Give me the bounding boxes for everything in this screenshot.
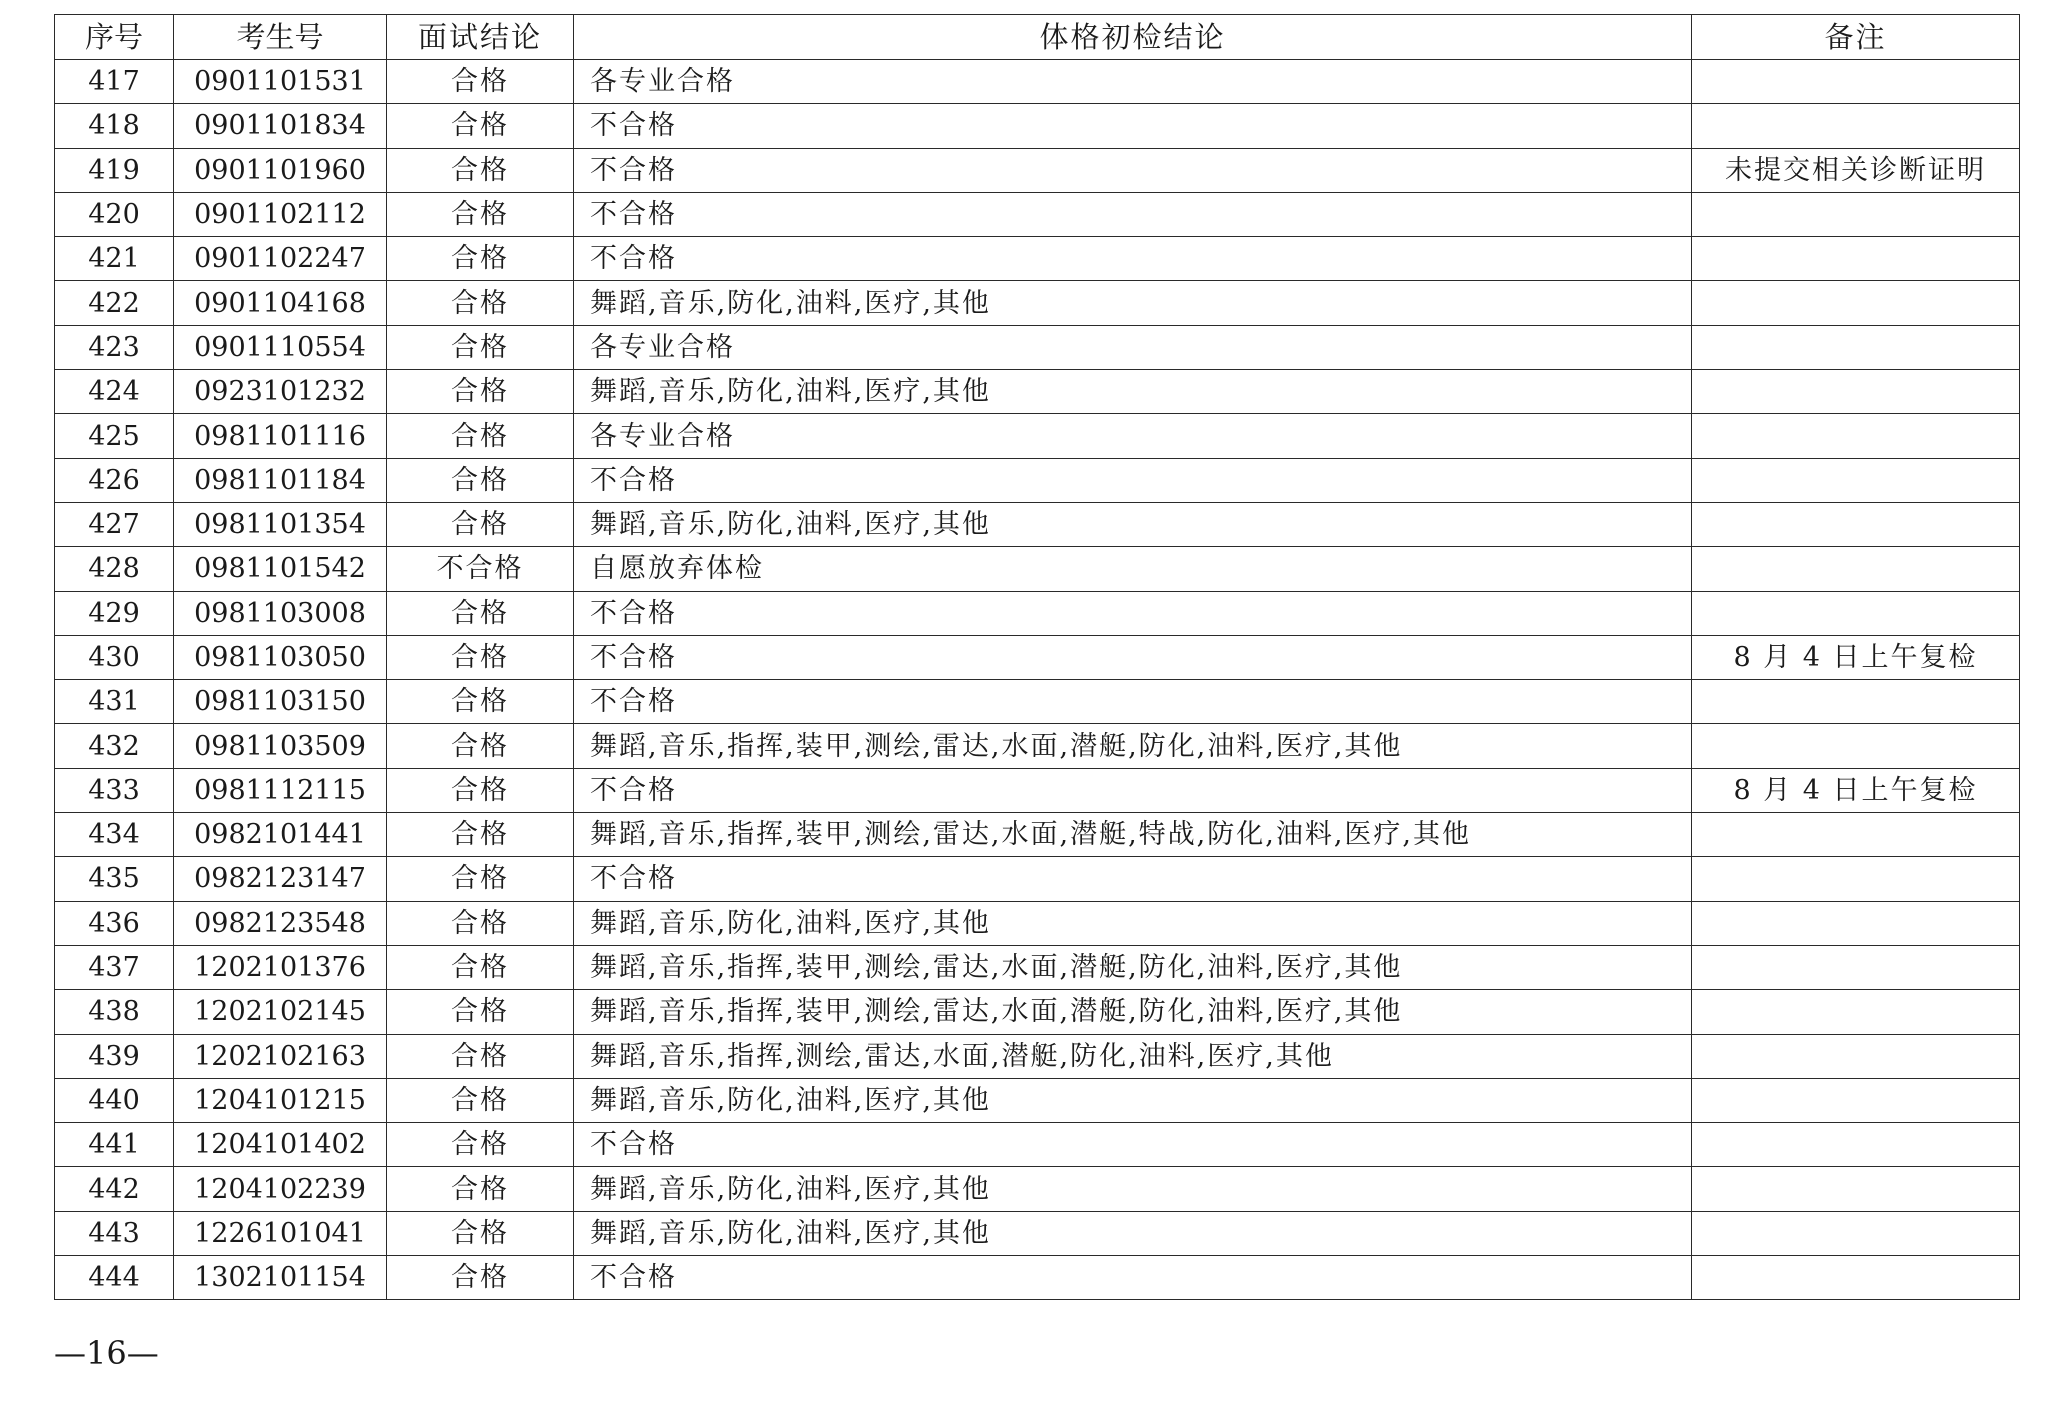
results-table <box>54 14 2020 1300</box>
cell-interview-result: 合格 <box>387 60 574 104</box>
cell-index: 430 <box>55 635 174 679</box>
table-row <box>55 857 2020 901</box>
cell-index: 442 <box>55 1167 174 1211</box>
cell-interview-result: 合格 <box>387 768 574 812</box>
cell-interview-result: 合格 <box>387 901 574 945</box>
table-body <box>55 60 2020 1300</box>
cell-index: 420 <box>55 192 174 236</box>
cell-candidate-id: 0981103509 <box>174 724 387 768</box>
cell-interview-result: 不合格 <box>387 547 574 591</box>
table-row <box>55 1123 2020 1167</box>
cell-index: 431 <box>55 680 174 724</box>
cell-remarks <box>1692 1167 2020 1211</box>
cell-index: 433 <box>55 768 174 812</box>
header-candidate-id: 考生号 <box>174 15 387 60</box>
cell-index: 436 <box>55 901 174 945</box>
cell-index: 417 <box>55 60 174 104</box>
cell-candidate-id: 0901101531 <box>174 60 387 104</box>
table-row <box>55 60 2020 104</box>
cell-interview-result: 合格 <box>387 237 574 281</box>
cell-physical-exam-result: 舞蹈,音乐,指挥,装甲,测绘,雷达,水面,潜艇,防化,油料,医疗,其他 <box>574 945 1692 989</box>
cell-index: 428 <box>55 547 174 591</box>
cell-index: 425 <box>55 414 174 458</box>
table-row <box>55 724 2020 768</box>
cell-physical-exam-result: 各专业合格 <box>574 60 1692 104</box>
cell-candidate-id: 0923101232 <box>174 370 387 414</box>
cell-candidate-id: 0981103150 <box>174 680 387 724</box>
cell-remarks <box>1692 104 2020 148</box>
table-header <box>55 15 2020 60</box>
table-row <box>55 813 2020 857</box>
cell-index: 422 <box>55 281 174 325</box>
cell-candidate-id: 0901110554 <box>174 325 387 369</box>
cell-physical-exam-result: 不合格 <box>574 237 1692 281</box>
cell-interview-result: 合格 <box>387 857 574 901</box>
header-row <box>55 15 2020 60</box>
cell-candidate-id: 1204101402 <box>174 1123 387 1167</box>
cell-index: 434 <box>55 813 174 857</box>
cell-physical-exam-result: 舞蹈,音乐,指挥,装甲,测绘,雷达,水面,潜艇,特战,防化,油料,医疗,其他 <box>574 813 1692 857</box>
header-remarks: 备注 <box>1692 15 2020 60</box>
cell-index: 427 <box>55 502 174 546</box>
header-interview-result: 面试结论 <box>387 15 574 60</box>
cell-candidate-id: 1302101154 <box>174 1256 387 1300</box>
cell-candidate-id: 0981103050 <box>174 635 387 679</box>
cell-physical-exam-result: 不合格 <box>574 857 1692 901</box>
cell-interview-result: 合格 <box>387 1078 574 1122</box>
cell-physical-exam-result: 舞蹈,音乐,防化,油料,医疗,其他 <box>574 281 1692 325</box>
cell-interview-result: 合格 <box>387 192 574 236</box>
cell-interview-result: 合格 <box>387 1211 574 1255</box>
cell-interview-result: 合格 <box>387 1123 574 1167</box>
header-physical-exam-result: 体格初检结论 <box>574 15 1692 60</box>
cell-remarks <box>1692 901 2020 945</box>
table-row <box>55 901 2020 945</box>
cell-candidate-id: 0901102247 <box>174 237 387 281</box>
table-row <box>55 1211 2020 1255</box>
cell-candidate-id: 1202102145 <box>174 990 387 1034</box>
cell-candidate-id: 0981112115 <box>174 768 387 812</box>
cell-physical-exam-result: 不合格 <box>574 104 1692 148</box>
cell-physical-exam-result: 不合格 <box>574 1256 1692 1300</box>
cell-remarks <box>1692 813 2020 857</box>
cell-physical-exam-result: 舞蹈,音乐,指挥,测绘,雷达,水面,潜艇,防化,油料,医疗,其他 <box>574 1034 1692 1078</box>
cell-index: 435 <box>55 857 174 901</box>
table-row <box>55 104 2020 148</box>
cell-index: 443 <box>55 1211 174 1255</box>
page-number: —16— <box>54 1334 159 1372</box>
table-row <box>55 281 2020 325</box>
cell-candidate-id: 0901102112 <box>174 192 387 236</box>
cell-physical-exam-result: 舞蹈,音乐,防化,油料,医疗,其他 <box>574 1211 1692 1255</box>
cell-index: 423 <box>55 325 174 369</box>
cell-candidate-id: 0981101542 <box>174 547 387 591</box>
cell-index: 438 <box>55 990 174 1034</box>
cell-candidate-id: 0982123147 <box>174 857 387 901</box>
cell-physical-exam-result: 不合格 <box>574 458 1692 502</box>
cell-physical-exam-result: 自愿放弃体检 <box>574 547 1692 591</box>
cell-candidate-id: 1226101041 <box>174 1211 387 1255</box>
cell-interview-result: 合格 <box>387 414 574 458</box>
cell-index: 418 <box>55 104 174 148</box>
cell-candidate-id: 1204102239 <box>174 1167 387 1211</box>
cell-remarks <box>1692 547 2020 591</box>
cell-candidate-id: 0901104168 <box>174 281 387 325</box>
cell-interview-result: 合格 <box>387 325 574 369</box>
cell-remarks <box>1692 325 2020 369</box>
cell-remarks: 8 月 4 日上午复检 <box>1692 635 2020 679</box>
cell-physical-exam-result: 不合格 <box>574 768 1692 812</box>
cell-physical-exam-result: 各专业合格 <box>574 414 1692 458</box>
cell-interview-result: 合格 <box>387 1167 574 1211</box>
cell-interview-result: 合格 <box>387 281 574 325</box>
cell-index: 426 <box>55 458 174 502</box>
cell-remarks <box>1692 237 2020 281</box>
cell-physical-exam-result: 舞蹈,音乐,指挥,装甲,测绘,雷达,水面,潜艇,防化,油料,医疗,其他 <box>574 724 1692 768</box>
cell-remarks <box>1692 192 2020 236</box>
cell-candidate-id: 0901101960 <box>174 148 387 192</box>
cell-physical-exam-result: 舞蹈,音乐,防化,油料,医疗,其他 <box>574 370 1692 414</box>
cell-candidate-id: 0982101441 <box>174 813 387 857</box>
cell-index: 429 <box>55 591 174 635</box>
cell-interview-result: 合格 <box>387 945 574 989</box>
table-row <box>55 945 2020 989</box>
cell-interview-result: 合格 <box>387 148 574 192</box>
cell-remarks <box>1692 1256 2020 1300</box>
cell-candidate-id: 0981103008 <box>174 591 387 635</box>
cell-remarks <box>1692 60 2020 104</box>
cell-candidate-id: 1202101376 <box>174 945 387 989</box>
cell-remarks <box>1692 502 2020 546</box>
cell-remarks: 8 月 4 日上午复检 <box>1692 768 2020 812</box>
cell-remarks <box>1692 990 2020 1034</box>
cell-remarks <box>1692 1078 2020 1122</box>
table-row <box>55 458 2020 502</box>
cell-remarks <box>1692 1123 2020 1167</box>
table-row <box>55 990 2020 1034</box>
cell-index: 437 <box>55 945 174 989</box>
cell-interview-result: 合格 <box>387 1256 574 1300</box>
table-row <box>55 1167 2020 1211</box>
cell-remarks: 未提交相关诊断证明 <box>1692 148 2020 192</box>
table-row <box>55 1034 2020 1078</box>
cell-index: 421 <box>55 237 174 281</box>
cell-index: 432 <box>55 724 174 768</box>
cell-candidate-id: 0901101834 <box>174 104 387 148</box>
header-index: 序号 <box>55 15 174 60</box>
table-row <box>55 547 2020 591</box>
table-row <box>55 635 2020 679</box>
cell-physical-exam-result: 舞蹈,音乐,防化,油料,医疗,其他 <box>574 1167 1692 1211</box>
cell-remarks <box>1692 458 2020 502</box>
cell-physical-exam-result: 各专业合格 <box>574 325 1692 369</box>
cell-remarks <box>1692 370 2020 414</box>
cell-physical-exam-result: 舞蹈,音乐,防化,油料,医疗,其他 <box>574 502 1692 546</box>
cell-interview-result: 合格 <box>387 370 574 414</box>
cell-physical-exam-result: 舞蹈,音乐,防化,油料,医疗,其他 <box>574 1078 1692 1122</box>
cell-physical-exam-result: 舞蹈,音乐,防化,油料,医疗,其他 <box>574 901 1692 945</box>
cell-interview-result: 合格 <box>387 724 574 768</box>
table-row <box>55 502 2020 546</box>
cell-candidate-id: 0981101116 <box>174 414 387 458</box>
cell-candidate-id: 1202102163 <box>174 1034 387 1078</box>
cell-physical-exam-result: 不合格 <box>574 680 1692 724</box>
cell-interview-result: 合格 <box>387 813 574 857</box>
cell-physical-exam-result: 舞蹈,音乐,指挥,装甲,测绘,雷达,水面,潜艇,防化,油料,医疗,其他 <box>574 990 1692 1034</box>
table-row <box>55 414 2020 458</box>
cell-interview-result: 合格 <box>387 1034 574 1078</box>
cell-candidate-id: 0981101354 <box>174 502 387 546</box>
cell-physical-exam-result: 不合格 <box>574 591 1692 635</box>
cell-interview-result: 合格 <box>387 591 574 635</box>
table-row <box>55 192 2020 236</box>
table-row <box>55 370 2020 414</box>
table-row <box>55 1078 2020 1122</box>
cell-index: 439 <box>55 1034 174 1078</box>
cell-remarks <box>1692 591 2020 635</box>
cell-interview-result: 合格 <box>387 635 574 679</box>
table-row <box>55 768 2020 812</box>
table-row <box>55 591 2020 635</box>
cell-remarks <box>1692 857 2020 901</box>
cell-index: 444 <box>55 1256 174 1300</box>
cell-candidate-id: 1204101215 <box>174 1078 387 1122</box>
table-row <box>55 680 2020 724</box>
table-row <box>55 1256 2020 1300</box>
cell-physical-exam-result: 不合格 <box>574 1123 1692 1167</box>
cell-remarks <box>1692 680 2020 724</box>
cell-remarks <box>1692 1034 2020 1078</box>
cell-index: 441 <box>55 1123 174 1167</box>
cell-interview-result: 合格 <box>387 990 574 1034</box>
cell-interview-result: 合格 <box>387 680 574 724</box>
cell-interview-result: 合格 <box>387 104 574 148</box>
cell-index: 424 <box>55 370 174 414</box>
cell-interview-result: 合格 <box>387 458 574 502</box>
cell-index: 440 <box>55 1078 174 1122</box>
cell-remarks <box>1692 281 2020 325</box>
cell-candidate-id: 0981101184 <box>174 458 387 502</box>
cell-candidate-id: 0982123548 <box>174 901 387 945</box>
cell-remarks <box>1692 724 2020 768</box>
cell-remarks <box>1692 414 2020 458</box>
table-row <box>55 237 2020 281</box>
cell-physical-exam-result: 不合格 <box>574 192 1692 236</box>
table-row <box>55 148 2020 192</box>
cell-interview-result: 合格 <box>387 502 574 546</box>
cell-remarks <box>1692 945 2020 989</box>
cell-remarks <box>1692 1211 2020 1255</box>
cell-index: 419 <box>55 148 174 192</box>
cell-physical-exam-result: 不合格 <box>574 635 1692 679</box>
cell-physical-exam-result: 不合格 <box>574 148 1692 192</box>
table-row <box>55 325 2020 369</box>
